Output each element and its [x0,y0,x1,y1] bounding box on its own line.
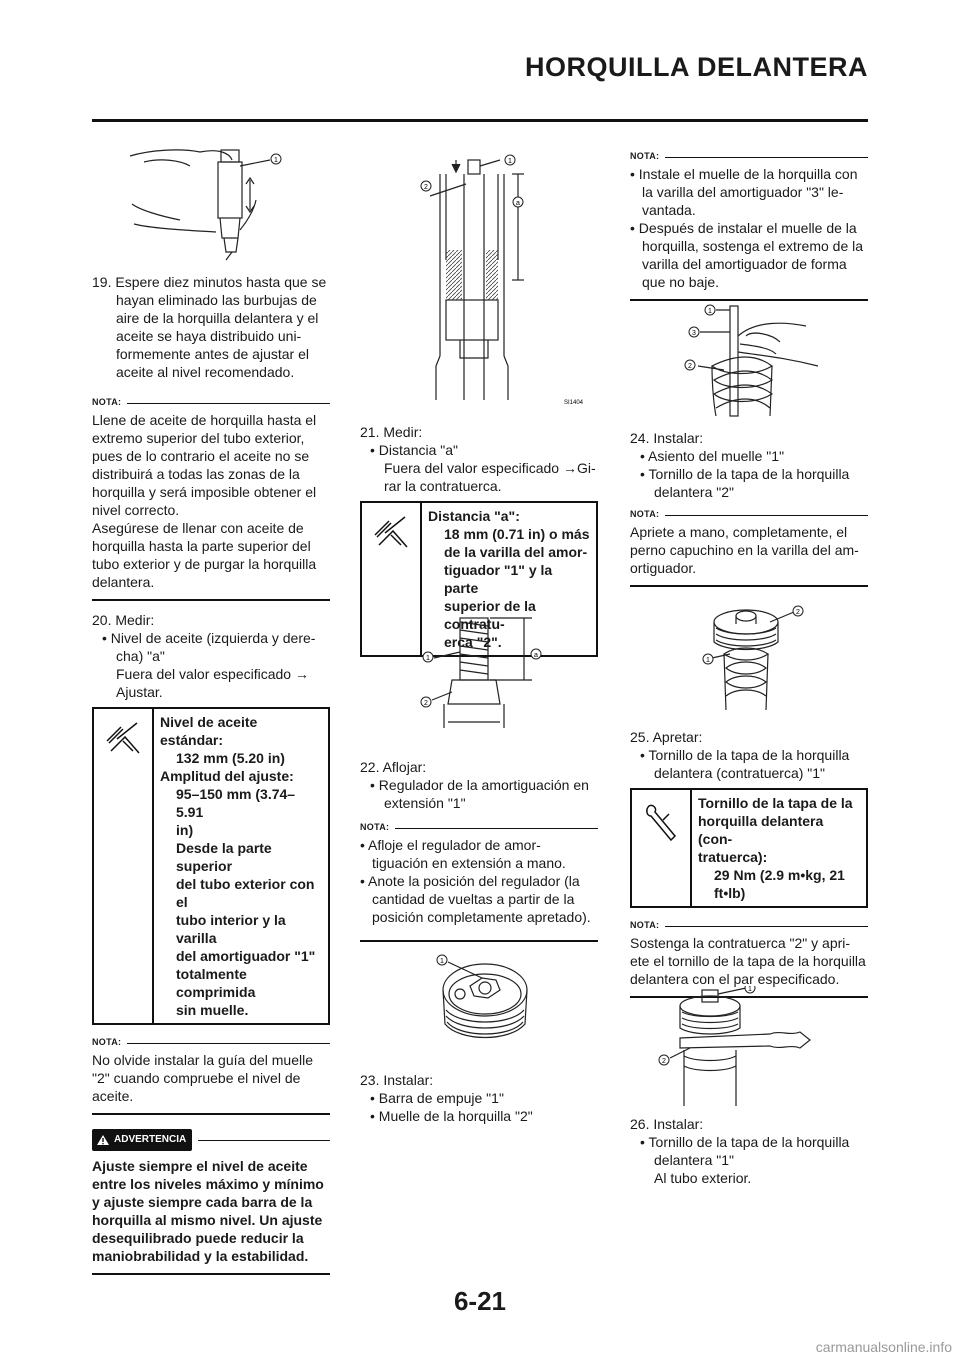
warning-line: horquilla al mismo nivel. Un ajuste [92,1212,323,1228]
step-line: Fuera del valor especificado →Gi- [384,460,596,476]
nota-line: "2" cuando compruebe el nivel de [92,1070,301,1086]
figure-oil-level-measure [120,140,300,262]
spec-line: in) [176,822,194,838]
col-3 [630,147,868,301]
nota-line: delantera con el par especificado. [630,971,840,987]
fig-label: 1 [274,157,278,164]
nota-line: cantidad de vueltas a partir de la [372,891,575,907]
warning-line: Ajuste siempre el nivel de aceite [92,1158,308,1174]
step-line: Ajustar. [116,684,163,700]
nota-line: horquilla hasta la parte superior del [92,538,311,554]
nota-line: varilla del amortiguador de forma [642,256,847,272]
step-num: 19. [92,274,112,290]
figure-wrench-tighten [650,986,850,1110]
step-line: hayan eliminado las burbujas de [116,292,317,308]
warning-icon [96,1134,110,1146]
nota-line: horquilla y será imposible obtener el [92,484,317,500]
col-2c [360,1071,598,1125]
spec-line: de la varilla del amor- [444,544,588,560]
step-line: delantera "2" [654,484,734,500]
nota-line: tiguación en extensión a mano. [372,855,566,871]
step-bullet: • Barra de empuje "1" [370,1090,504,1106]
col-3c [630,728,868,998]
nota-line: Apriete a mano, completamente, el [630,524,848,540]
header-rule [92,119,868,122]
step-bullet: • Tornillo de la tapa de la horquilla [640,747,850,763]
fig-label: 1 [508,158,512,165]
nota-label: NOTA: [360,822,390,832]
nota-line: Sostenga la contratuerca "2" y apri- [630,935,851,951]
fig-label: 2 [796,609,800,616]
fig-label: a [516,200,520,207]
step-bullet: • Muelle de la horquilla "2" [370,1108,533,1124]
nota-line: ete el tornillo de la tapa de la horquilla [630,953,866,969]
warning-line: desequilibrado puede reducir la [92,1230,304,1246]
nota-line: • Afloje el regulador de amor- [360,837,541,853]
fig-label: 1 [708,308,712,315]
step-line: Al tubo exterior. [654,1170,752,1186]
step-head: 22. Aflojar: [360,759,427,775]
step-line: aire de la horquilla delantera y el [116,310,319,326]
fig-label: 1 [706,657,710,664]
figure-code: SI1404 [564,400,584,406]
nota-label: NOTA: [630,509,660,519]
spec-line: sin muelle. [176,1002,249,1018]
step-line: formemente antes de ajustar el [116,346,309,362]
step-25 [630,728,868,782]
spec-line: ft•lb) [714,885,746,901]
nota-3 [360,818,598,942]
step-line: delantera "1" [654,1152,734,1168]
fig-label: 1 [748,986,752,993]
warning-line: y ajuste siempre cada barra de la [92,1194,313,1210]
spec-box-oil-level [92,707,330,1025]
col-1 [92,273,330,1275]
figure-cap-bolt [676,598,826,714]
nota-line: ortiguador. [630,560,697,576]
fig-label: 3 [692,330,696,337]
nota-1 [92,393,330,601]
spec-line: del amortiguador "1" [176,948,316,964]
step-head: 21. Medir: [360,424,423,440]
nota-5 [630,505,868,587]
warning-badge [92,1129,192,1151]
spec-line: Distancia "a": [428,508,520,524]
footer-watermark[interactable]: carmanualsonline.info [815,1339,952,1355]
nota-line: que no baje. [642,274,720,290]
col-2b [360,758,598,942]
spec-line: 132 mm (5.20 in) [176,750,285,766]
spec-line: tubo interior y la varilla [176,912,286,946]
spec-line: Nivel de aceite estándar: [160,714,258,748]
spec-line: 18 mm (0.71 in) o más [444,526,590,542]
step-bullet: • Distancia "a" [370,442,458,458]
step-19 [92,273,330,381]
spec-line: 29 Nm (2.9 m•kg, 21 [714,867,845,883]
step-20 [92,611,330,701]
spec-line: tratuerca): [698,849,768,865]
fig-label: 2 [688,363,692,370]
step-head: 23. Instalar: [360,1072,434,1088]
step-bullet: • Regulador de la amortiguación en [370,777,589,793]
step-line: aceite al nivel recomendado. [116,364,295,380]
nota-line: aceite. [92,1088,134,1104]
measure-icon [94,709,154,1023]
spec-line: tiguador "1" y la parte [444,562,553,596]
spec-line: Amplitud del ajuste: [160,768,294,784]
fig-label: a [534,652,538,659]
nota-line: nivel correcto. [92,502,180,518]
step-head: 20. Medir: [92,612,155,628]
step-line: Fuera del valor especificado → [116,666,309,682]
step-21 [360,423,598,495]
step-bullet: • Tornillo de la tapa de la horquilla [640,1134,850,1150]
nota-line: extremo superior del tubo exterior, [92,430,305,446]
step-26 [630,1115,868,1187]
step-23 [360,1071,598,1125]
nota-label: NOTA: [92,1037,122,1047]
step-text: Espere diez minutos hasta que se [115,274,327,290]
nota-line: Asegúrese de llenar con aceite de [92,520,304,536]
step-bullet: • Tornillo de la tapa de la horquilla [640,466,850,482]
nota-label: NOTA: [92,397,122,407]
step-bullet: • Asiento del muelle "1" [640,448,785,464]
nota-line: tubo exterior y de purgar la horquilla [92,556,317,572]
col-3d [630,1115,868,1187]
fig-label: 1 [440,958,444,965]
nota-line: Llene de aceite de horquilla hasta el [92,412,317,428]
nota-line: posición completamente apretado). [372,909,591,925]
step-head: 25. Apretar: [630,729,703,745]
nota-label: NOTA: [630,151,660,161]
page-number: 6-21 [453,1286,507,1316]
nota-2 [92,1033,330,1115]
nota-line: horquilla, sostenga el extremo de la [642,238,864,254]
step-24 [630,429,868,501]
spec-line: totalmente comprimida [176,966,256,1000]
nota-line: perno capuchino en la varilla del am- [630,542,859,558]
wrench-icon [632,790,692,906]
warning-line: maniobrabilidad y la estabilidad. [92,1248,309,1264]
warning-block [92,1129,330,1275]
col-3b [630,429,868,587]
nota-line: delantera. [92,574,155,590]
warning-line: entre los niveles máximo y mínimo [92,1176,324,1192]
spec-line: 95–150 mm (3.74–5.91 [176,786,296,820]
step-line: cha) "a" [116,648,165,664]
spec-line: erca "2". [444,634,502,650]
figure-adjuster [430,950,540,1050]
step-line: delantera (contratuerca) "1" [654,765,826,781]
spec-line: superior de la contratu- [444,598,536,632]
nota-line: • Instale el muelle de la horquilla con [630,166,858,182]
fig-label: 2 [424,184,428,191]
step-line: rar la contratuerca. [384,478,502,494]
nota-line: la varilla del amortiguador "3" le- [642,184,844,200]
nota-label: NOTA: [630,920,660,930]
spec-line: Desde la parte superior [176,840,272,874]
step-22 [360,758,598,812]
spec-line: del tubo exterior con el [176,876,315,910]
warning-label: ADVERTENCIA [114,1134,187,1145]
fig-label: 2 [662,1058,666,1065]
spec-line: horquilla delantera (con- [698,813,824,847]
spec-line: Tornillo de la tapa de la [698,795,853,811]
nota-line: vantada. [642,202,696,218]
step-bullet: • Nivel de aceite (izquierda y dere- [102,630,316,646]
step-line: aceite se haya distribuido uni- [116,328,302,344]
step-head: 26. Instalar: [630,1116,704,1132]
nota-line: • Anote la posición del regulador (la [360,873,580,889]
step-line: extensión "1" [384,795,466,811]
fig-label: 1 [426,655,430,662]
nota-line: No olvide instalar la guía del muelle [92,1052,314,1068]
nota-line: • Después de instalar el muelle de la [630,220,857,236]
nota-4 [630,147,868,301]
figure-spring-install [676,296,826,421]
figure-locknut [408,612,548,730]
nota-line: pues de lo contrario el aceite no se [92,448,310,464]
nota-line: distribuirá a todas las zonas de la [92,466,300,482]
spec-box-torque [630,788,868,908]
fig-label: 2 [424,700,428,707]
page-title: HORQUILLA DELANTERA [525,52,868,82]
step-head: 24. Instalar: [630,430,704,446]
figure-rod-distance [400,140,590,410]
